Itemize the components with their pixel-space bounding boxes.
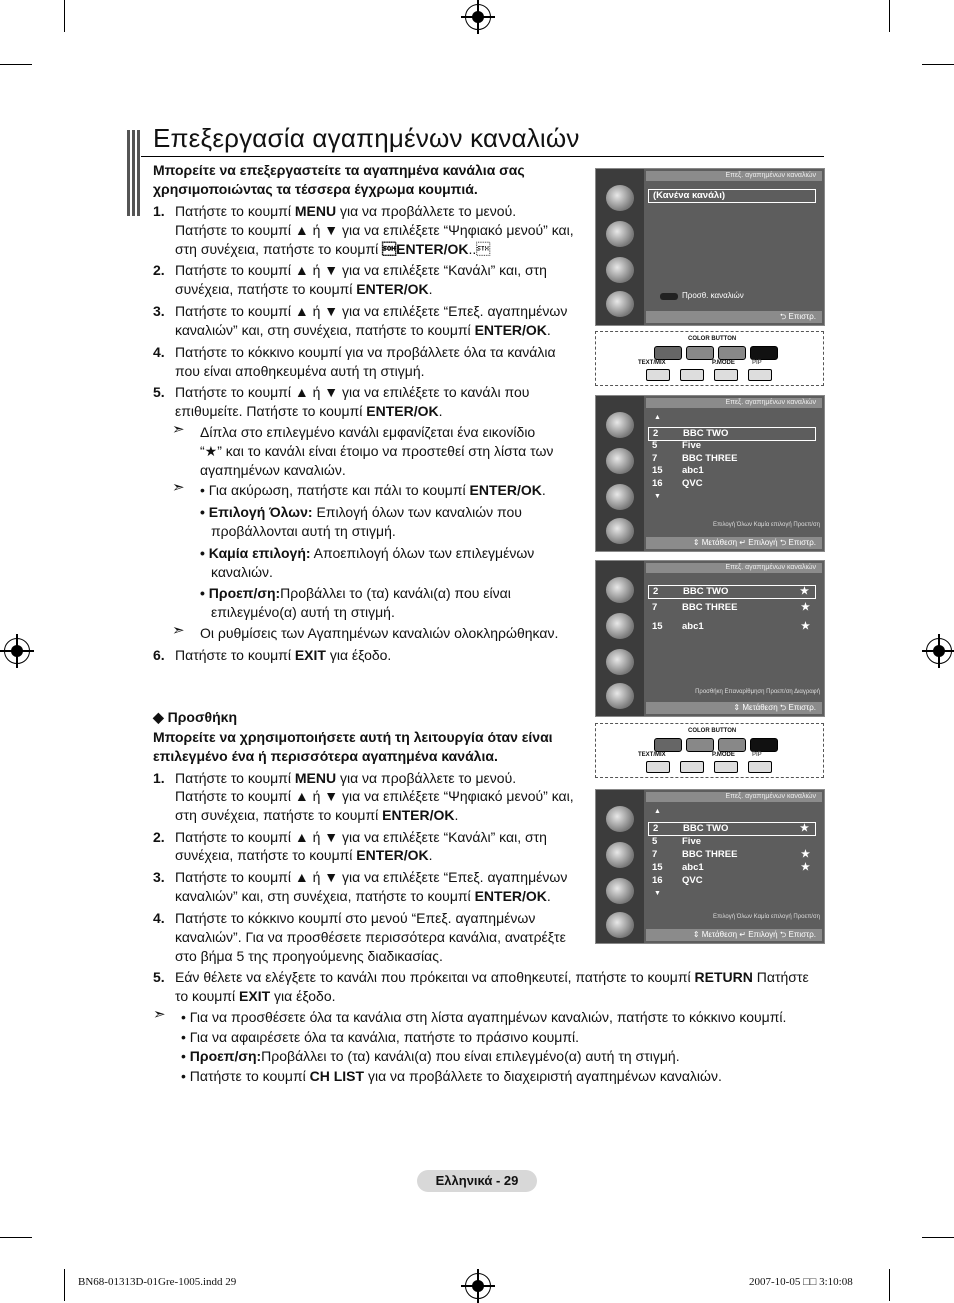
- menu-icon: [606, 613, 634, 639]
- crop-mark: [64, 0, 65, 32]
- channel-row: 2 BBC TWO: [648, 427, 816, 441]
- step-number: 1.: [153, 203, 165, 219]
- step-text: Πατήστε το κουμπί ▲ ή ▼ για να επιλέξετε “Επεξ. αγαπημένων: [175, 869, 568, 885]
- intro-line-2: χρησιμοποιώντας τα τέσσερα έγχρωμα κουμπιά.: [153, 181, 478, 197]
- menu-icon: [606, 518, 634, 544]
- channel-row: 7 BBC THREE ★: [652, 849, 810, 860]
- menu-sidebar: [596, 561, 644, 716]
- color-legend: Επιλογή Όλων Καμία επιλογή Προεπ/ση: [713, 914, 820, 920]
- menu-sidebar: [596, 396, 644, 551]
- crop-mark: [922, 64, 954, 65]
- red-button-icon: [660, 293, 678, 300]
- menu-footer: ⇕ Μετάθεση ⮌ Επιστρ.: [646, 702, 822, 714]
- intro-line-1: Μπορείτε να επεξεργαστείτε τα αγαπημένα κανάλια σας: [153, 162, 525, 178]
- remote-key: [748, 369, 772, 381]
- red-button: [654, 738, 682, 752]
- step-number: 1.: [153, 770, 165, 786]
- gear-icon: [606, 649, 634, 675]
- crop-mark: [0, 1237, 32, 1238]
- final-note: • Προεπ/ση:Προβάλλει το (τα) κανάλι(α) που είναι επιλεγμένο(α) αυτή τη στιγμή.: [181, 1048, 680, 1064]
- step-text: Πατήστε το κουμπί ▲ ή ▼ για να επιλέξετε “Κανάλι” και, στη: [175, 829, 547, 845]
- remote-color-buttons: [595, 723, 824, 778]
- channel-row: 7 BBC THREE ★: [652, 602, 810, 613]
- final-note: • Πατήστε το κουμπί CH LIST για να προβάλλετε το διαχειριστή αγαπημένων καναλιών.: [181, 1068, 722, 1084]
- note-text: Οι ρυθμίσεις των Αγαπημένων καναλιών ολοκληρώθηκαν.: [200, 625, 559, 641]
- add-intro: Μπορείτε να χρησιμοποιήσετε αυτή τη λειτουργία όταν είναι: [153, 729, 553, 745]
- step-number: 3.: [153, 869, 165, 885]
- step-text: Πατήστε το κουμπί MENU για να προβάλλετε το μενού.: [175, 203, 517, 219]
- star-icon: ★: [800, 586, 809, 597]
- remote-key: [646, 761, 670, 773]
- blue-button: [750, 738, 778, 752]
- crop-mark: [889, 1269, 890, 1301]
- step-text: που είναι αποθηκευμένα αυτή τη στιγμή.: [175, 363, 425, 379]
- crop-mark: [0, 64, 32, 65]
- file-info: BN68-01313D-01Gre-1005.indd 29: [78, 1276, 237, 1288]
- menu-icon: [606, 448, 634, 474]
- channel-row: 5 Five: [652, 440, 702, 451]
- textmix-label: TEXT/MIX: [638, 752, 666, 758]
- crop-mark: [64, 1269, 65, 1301]
- gear-icon: [606, 484, 634, 510]
- step-text: Πατήστε το κόκκινο κουμπί για να προβάλλετε όλα τα κανάλια: [175, 344, 556, 360]
- star-icon: ★: [801, 862, 810, 873]
- step-text: Πατήστε το κουμπί ▲ ή ▼ για να επιλέξετε “Ψηφιακό μενού” και,: [175, 788, 574, 804]
- menu-icon: [606, 842, 634, 868]
- menu-icon: [606, 221, 634, 247]
- final-note: • Για να αφαιρέσετε όλα τα κανάλια, πατήστε το πράσινο κουμπί.: [181, 1029, 580, 1045]
- gear-icon: [606, 878, 634, 904]
- note-arrow-icon: ➣: [172, 421, 185, 438]
- crop-mark: [922, 1237, 954, 1238]
- section-heading: ◆ Προσθήκη: [153, 709, 238, 725]
- step-text: Πατήστε το κουμπί ▲ ή ▼ για να επιλέξετε “Κανάλι” και, στη: [175, 262, 547, 278]
- menu-sidebar: [596, 790, 644, 943]
- channel-row: 7 BBC THREE: [652, 453, 738, 464]
- remote-key: [714, 761, 738, 773]
- remote-key: [714, 369, 738, 381]
- yellow-button: [718, 346, 746, 360]
- red-button: [654, 346, 682, 360]
- step-text: Πατήστε το κουμπί ▲ ή ▼ για να επιλέξετε “Ψηφιακό μενού” και,: [175, 222, 574, 238]
- note-arrow-icon: ➣: [172, 622, 185, 639]
- page-number: Ελληνικά - 29: [417, 1170, 537, 1192]
- star-icon: ★: [801, 849, 810, 860]
- step-text: το κουμπί EXIT για έξοδο.: [175, 988, 336, 1004]
- menu-header: Επεξ. αγαπημένων καναλιών: [646, 398, 822, 408]
- menu-footer: ⮌ Επιστρ.: [646, 311, 822, 323]
- step-text: Πατήστε το κουμπί EXIT για έξοδο.: [175, 647, 392, 663]
- menu-icon: [606, 291, 634, 317]
- registration-mark-icon: [4, 638, 30, 664]
- note-text: “★” και το κανάλι είναι έτοιμο να προστεθεί στη λίστα των: [200, 443, 554, 459]
- note-label: • Προεπ/ση:: [200, 585, 281, 601]
- channel-row: 15 abc1 ★: [652, 621, 810, 632]
- step-text: καναλιών”. Για να προσθέσετε περισσότερα κανάλια, ανατρέξτε: [175, 929, 566, 945]
- menu-header: Επεξ. αγαπημένων καναλιών: [646, 563, 822, 573]
- step-text: στη συνέχεια, πατήστε το κουμπί ENTER/OK.: [175, 807, 459, 823]
- step-text: Πατήστε το κουμπί ▲ ή ▼ για να επιλέξετε το κανάλι που: [175, 384, 530, 400]
- channel-row: 15 abc1 ★: [652, 862, 810, 873]
- add-channels-label: Προσθ. καναλιών: [682, 291, 744, 300]
- menu-icon: [606, 577, 634, 603]
- channel-row: 2 BBC TWO ★: [648, 822, 816, 836]
- menu-footer: ⇕ Μετάθεση ↵ Επιλογή ⮌ Επιστρ.: [646, 929, 822, 941]
- menu-header: Επεξ. αγαπημένων καναλιών: [646, 792, 822, 802]
- menu-icon: [606, 185, 634, 211]
- note-text: αγαπημένων καναλιών.: [200, 462, 346, 478]
- menu-icon: [606, 912, 634, 938]
- title-decoration: [127, 130, 141, 216]
- menu-footer: ⇕ Μετάθεση ↵ Επιλογή ⮌ Επιστρ.: [646, 537, 822, 549]
- step-text: επιθυμείτε. Πατήστε το κουμπί ENTER/OK.: [175, 403, 443, 419]
- pmode-label: P.MODE: [712, 752, 735, 758]
- gear-icon: [606, 257, 634, 283]
- registration-mark-icon: [465, 1273, 491, 1299]
- step-number: 5.: [153, 384, 165, 400]
- channel-empty: (Κανένα κανάλι): [648, 189, 816, 203]
- menu-sidebar: [596, 169, 644, 325]
- tv-menu-screen-3: [595, 560, 825, 717]
- note-cancel: • Για ακύρωση, πατήστε και πάλι το κουμπί ENTER/OK.: [200, 482, 546, 498]
- registration-mark-icon: [926, 638, 952, 664]
- blue-button: [750, 346, 778, 360]
- star-icon: ★: [801, 602, 810, 613]
- menu-icon: [606, 806, 634, 832]
- tv-menu-screen-4: [595, 789, 825, 944]
- color-legend: Προσθήκη Επαναρίθμηση Προεπ/ση Διαγραφή: [695, 689, 820, 695]
- note-text: Προβάλλει το (τα) κανάλι(α) που είναι: [280, 585, 511, 601]
- note-label: • Επιλογή Όλων:: [200, 504, 313, 520]
- scroll-up-icon: ▲: [654, 414, 661, 421]
- star-icon: ★: [801, 621, 810, 632]
- color-legend: Επιλογή Όλων Καμία επιλογή Προεπ/ση: [713, 522, 820, 528]
- pip-label: PIP: [752, 752, 762, 758]
- note-arrow-icon: ➣: [153, 1006, 166, 1023]
- note-text: Δίπλα στο επιλεγμένο κανάλι εμφανίζεται ένα εικονίδιο: [200, 424, 536, 440]
- registration-mark-icon: [465, 4, 491, 30]
- note-arrow-icon: ➣: [172, 479, 185, 496]
- step-number: 2.: [153, 262, 165, 278]
- channel-row: 16 QVC: [652, 875, 703, 886]
- menu-header: Επεξ. αγαπημένων καναλιών: [646, 171, 822, 181]
- green-button: [686, 346, 714, 360]
- tv-menu-screen-2: [595, 395, 825, 552]
- step-text: συνέχεια, πατήστε το κουμπί ENTER/OK.: [175, 847, 433, 863]
- pmode-label: P.MODE: [712, 360, 735, 366]
- add-intro: επιλεγμένο ένα ή περισσότερα αγαπημένα κανάλια.: [153, 748, 498, 764]
- step-number: 2.: [153, 829, 165, 845]
- step-text: στη συνέχεια, πατήστε το κουμπί ENTER/OK..: [175, 241, 491, 257]
- remote-color-buttons: [595, 331, 824, 386]
- step-text: στο βήμα 5 της προηγούμενης διαδικασίας.: [175, 948, 443, 964]
- pip-label: PIP: [752, 360, 762, 366]
- note-text: προβάλλονται αυτή τη στιγμή.: [211, 523, 396, 539]
- green-button: [686, 738, 714, 752]
- scroll-down-icon: ▼: [654, 493, 661, 500]
- remote-key: [748, 761, 772, 773]
- channel-row: 15 abc1: [652, 465, 704, 476]
- yellow-button: [718, 738, 746, 752]
- remote-key: [646, 369, 670, 381]
- step-text: Πατήστε το κόκκινο κουμπί στο μενού “Επεξ. αγαπημένων: [175, 910, 536, 926]
- note-text: Επιλογή όλων των καναλιών που: [312, 504, 522, 520]
- menu-icon: [606, 412, 634, 438]
- step-text: Πατήστε το κουμπί MENU για να προβάλλετε το μενού.: [175, 770, 517, 786]
- menu-icon: [606, 683, 634, 709]
- note-label: • Καμία επιλογή:: [200, 545, 311, 561]
- step-text: Πατήστε το κουμπί ▲ ή ▼ για να επιλέξετε “Επεξ. αγαπημένων: [175, 303, 568, 319]
- note-text: επιλεγμένο(α) αυτή τη στιγμή.: [211, 604, 395, 620]
- print-timestamp: 2007-10-05 □□ 3:10:08: [749, 1276, 853, 1288]
- note-text: Αποεπιλογή όλων των επιλεγμένων: [310, 545, 535, 561]
- tv-menu-screen-1: [595, 168, 825, 326]
- textmix-label: TEXT/MIX: [638, 360, 666, 366]
- final-note: • Για να προσθέσετε όλα τα κανάλια στη λίστα αγαπημένων καναλιών, πατήστε το κόκκινο κουμπί.: [181, 1009, 787, 1025]
- step-text: καναλιών” και, στη συνέχεια, πατήστε το κουμπί ENTER/OK.: [175, 888, 551, 904]
- channel-row: 5 Five: [652, 836, 702, 847]
- step-number: 4.: [153, 344, 165, 360]
- step-text: Εάν θέλετε να ελέγξετε το κανάλι που πρόκειται να αποθηκευτεί, πατήστε το κουμπί RETURN Πατήστε: [175, 969, 809, 985]
- remote-key: [680, 761, 704, 773]
- note-text: καναλιών.: [211, 564, 273, 580]
- step-text: συνέχεια, πατήστε το κουμπί ENTER/OK.: [175, 281, 433, 297]
- title-underline: [141, 156, 824, 157]
- color-button-label: COLOR BUTTON: [688, 336, 737, 342]
- crop-mark: [889, 0, 890, 32]
- step-number: 6.: [153, 647, 165, 663]
- scroll-down-icon: ▼: [654, 890, 661, 897]
- channel-row: 16 QVC: [652, 478, 703, 489]
- color-button-label: COLOR BUTTON: [688, 728, 737, 734]
- step-text: καναλιών” και, στη συνέχεια, πατήστε το κουμπί ENTER/OK.: [175, 322, 551, 338]
- star-icon: ★: [800, 823, 809, 834]
- step-number: 3.: [153, 303, 165, 319]
- step-number: 5.: [153, 969, 165, 985]
- remote-key: [680, 369, 704, 381]
- scroll-up-icon: ▲: [654, 808, 661, 815]
- page-title: Επεξεργασία αγαπημένων καναλιών: [153, 123, 580, 153]
- channel-row: 2 BBC TWO ★: [648, 585, 816, 599]
- step-number: 4.: [153, 910, 165, 926]
